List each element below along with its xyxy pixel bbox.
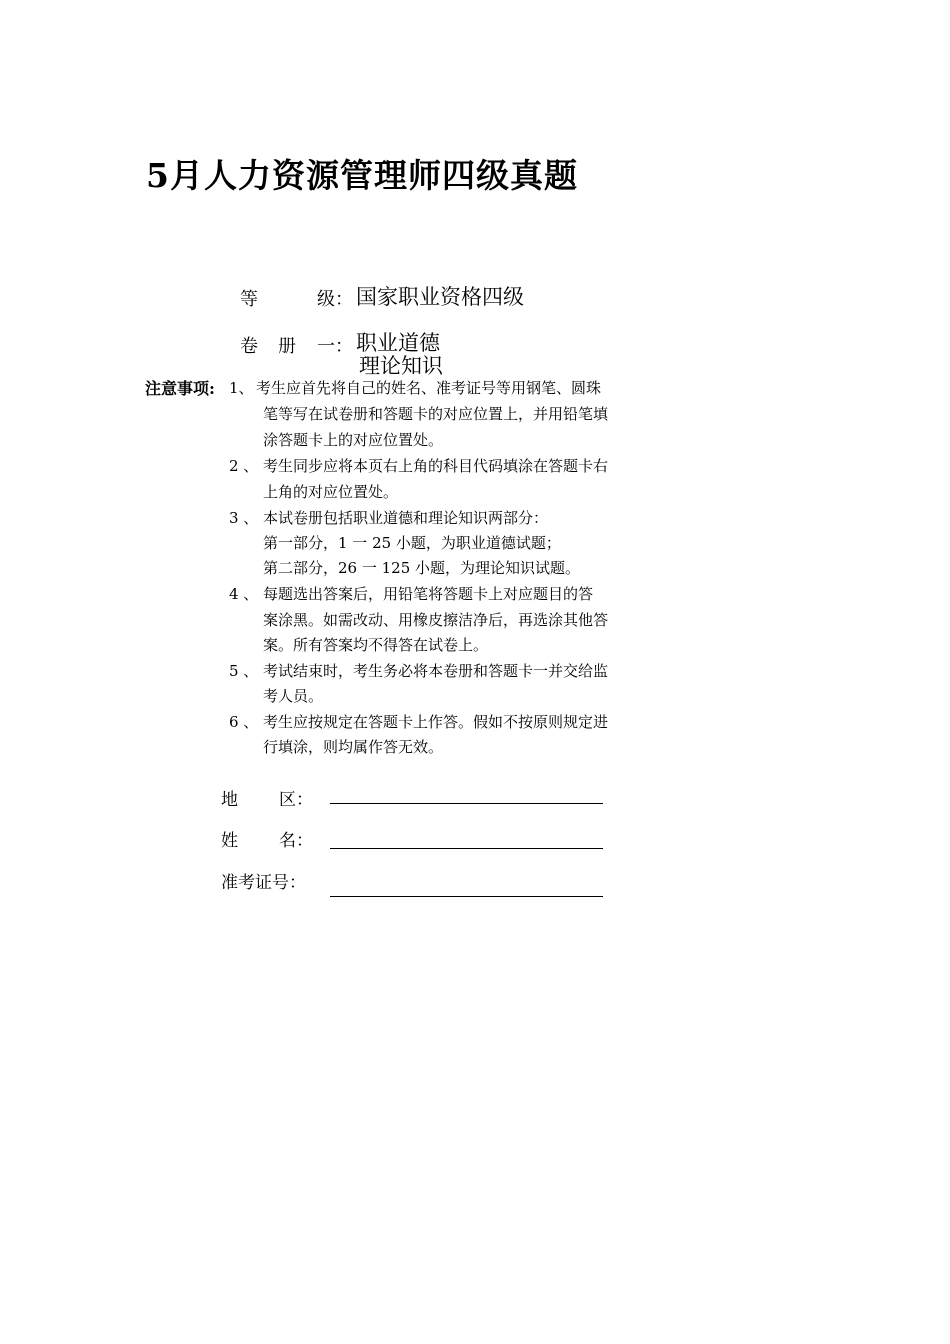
notice-item-number: 1、 xyxy=(229,379,254,397)
notice-line: 第一部分，1 一 25 小题，为职业道德试题； xyxy=(263,534,561,552)
notice-line: 笔等写在试卷册和答题卡的对应位置上，并用铅笔填 xyxy=(263,405,609,423)
level-label-b: 级： xyxy=(317,289,353,310)
document-title: 5月人力资源管理师四级真题 xyxy=(146,156,578,195)
notice-item-number: 2 、 xyxy=(229,457,259,475)
notice-line: 考生应首先将自己的姓名、准考证号等用钢笔、圆珠 xyxy=(256,379,602,397)
notice-heading: 注意事项: xyxy=(145,379,215,398)
exam-id-label: 准考证号： xyxy=(221,873,306,893)
region-input-line[interactable] xyxy=(330,803,603,804)
notice-line: 案涂黑。如需改动、用橡皮擦洁净后，再选涂其他答 xyxy=(263,611,609,629)
notice-line: 每题选出答案后，用铅笔将答题卡上对应题目的答 xyxy=(263,585,594,603)
notice-line: 涂答题卡上的对应位置处。 xyxy=(263,431,444,449)
notice-line: 考试结束时，考生务必将本卷册和答题卡一并交给监 xyxy=(263,662,609,680)
notice-line: 本试卷册包括职业道德和理论知识两部分： xyxy=(263,509,549,527)
volume-value-1: 职业道德 xyxy=(356,331,440,355)
name-label-b: 名： xyxy=(279,831,313,851)
volume-label-a: 卷 xyxy=(240,336,258,357)
volume-label-c: 一： xyxy=(317,336,353,357)
notice-item-number: 3 、 xyxy=(229,509,259,527)
name-input-line[interactable] xyxy=(330,848,603,849)
notice-item-number: 6 、 xyxy=(229,713,259,731)
exam-id-input-line[interactable] xyxy=(330,896,603,897)
notice-line: 行填涂，则均属作答无效。 xyxy=(263,738,444,756)
notice-item-number: 5 、 xyxy=(229,662,259,680)
volume-label-b: 册 xyxy=(278,336,296,357)
notice-line: 第二部分，26 一 125 小题，为理论知识试题。 xyxy=(263,559,581,577)
notice-line: 上角的对应位置处。 xyxy=(263,483,399,501)
notice-line: 案。所有答案均不得答在试卷上。 xyxy=(263,636,489,654)
level-label-a: 等 xyxy=(240,289,258,310)
name-label-a: 姓 xyxy=(221,831,238,851)
notice-line: 考生同步应将本页右上角的科目代码填涂在答题卡右 xyxy=(263,457,609,475)
region-label-b: 区： xyxy=(279,790,313,810)
notice-line: 考人员。 xyxy=(263,687,324,705)
region-label-a: 地 xyxy=(221,790,238,810)
volume-value-2: 理论知识 xyxy=(359,354,443,378)
notice-item-number: 4 、 xyxy=(229,585,259,603)
level-value: 国家职业资格四级 xyxy=(356,285,524,309)
notice-line: 考生应按规定在答题卡上作答。假如不按原则规定进 xyxy=(263,713,609,731)
